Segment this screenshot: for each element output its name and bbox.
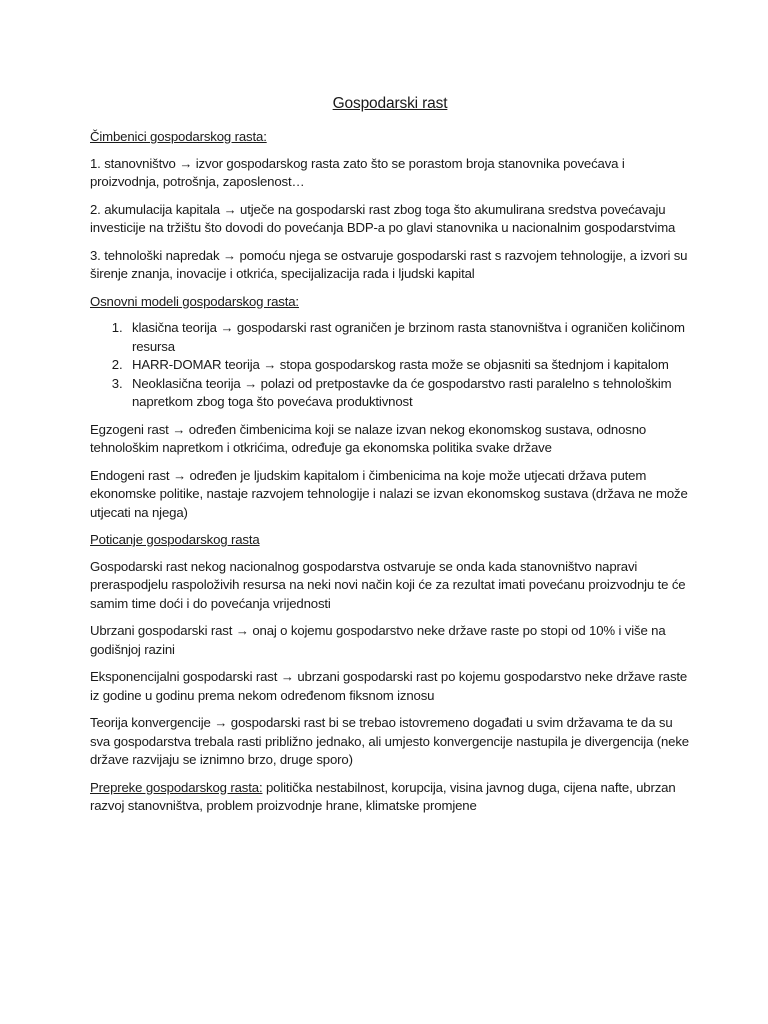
paragraph-accelerated-growth: Ubrzani gospodarski rast → onaj o kojemu gospodarstvo neke države raste po stopi od 10% i više na godišnjoj razini: [90, 623, 666, 657]
paragraph-convergence-theory: Teorija konvergencije → gospodarski rast bi se trebao istovremeno događati u svim državama te da su sva gospodarstva trebala rasti približno jednako, ali umjesto konvergencije nastupila je divergencija (neke države razvijaju se iznimno brzo, druge sporo): [90, 715, 689, 767]
paragraph-exponential-growth: Eksponencijalni gospodarski rast → ubrzani gospodarski rast po kojemu gospodarstvo neke države raste iz godine u godinu prema nekom određenom fiksnom iznosu: [90, 669, 688, 703]
document-title: Gospodarski rast: [332, 95, 448, 112]
factor-paragraph-technology: 3. tehnološki napredak → pomoću njega se ostvaruje gospodarski rast s razvojem tehnologije, a izvori su širenje znanja, inovacije i otkrića, specijalizacija rada i ljudski kapital: [90, 247, 688, 281]
paragraph-obstacles: [90, 779, 690, 816]
paragraph-exogenous-growth: Egzogeni rast → određen čimbenicima koji se nalaze izvan nekog ekonomskog sustava, odnosno tehnološkim napretkom i otkrićima, određuje ga ekonomska politika svake države: [90, 421, 647, 455]
obstacles-text: politička nestabilnost, korupcija, visina javnog duga, cijena nafte, ubrzan razvoj stanovništva, problem proizvodnje hrane, klimatske promjene: [90, 779, 676, 813]
factor-paragraph-capital: 2. akumulacija kapitala → utječe na gospodarski rast zbog toga što akumulirana sredstva povećavaju investicije na tržištu što dovodi do povećanja BDP-a po glavi stanovnika u nacionalnim gospodarstvima: [90, 201, 676, 235]
list-item: 3. Neoklasična teorija → polazi od pretpostavke da će gospodarstvo rasti paralelno s tehnološkim napretkom zbog toga što povećava produktivnost: [126, 375, 690, 412]
paragraph-stimulation: Gospodarski rast nekog nacionalnog gospodarstva ostvaruje se onda kada stanovništvo napravi preraspodjelu raspoloživih resursa na neki novi način koji će za rezultat imati povećanu proizvodnju te će samim time doći i do povećanja vrijednosti: [90, 558, 686, 611]
section-heading-models: Osnovni modeli gospodarskog rasta:: [90, 293, 299, 309]
models-list: [90, 319, 690, 412]
section-heading-factors: Čimbenici gospodarskog rasta:: [90, 129, 267, 144]
list-item: 2. HARR-DOMAR teorija → stopa gospodarskog rasta može se objasniti sa štednjom i kapitalom: [126, 356, 690, 375]
factor-paragraph-population: 1. stanovništvo → izvor gospodarskog rasta zato što se porastom broja stanovnika povećava i proizvodnja, potrošnja, zaposlenost…: [90, 155, 625, 189]
obstacles-lead: Prepreke gospodarskog rasta:: [90, 779, 263, 795]
list-item: 1. klasična teorija → gospodarski rast ograničen je brzinom rasta stanovništva i ograničen količinom resursa: [126, 319, 690, 356]
section-heading-stimulation: Poticanje gospodarskog rasta: [90, 532, 260, 547]
paragraph-endogenous-growth: Endogeni rast → određen je ljudskim kapitalom i čimbenicima na koje može utjecati država putem ekonomske politike, nastaje razvojem tehnologije i nalazi se izvan ekonomskog sustava (država ne može utjecati na njega): [90, 467, 688, 520]
document-content: [90, 94, 690, 825]
